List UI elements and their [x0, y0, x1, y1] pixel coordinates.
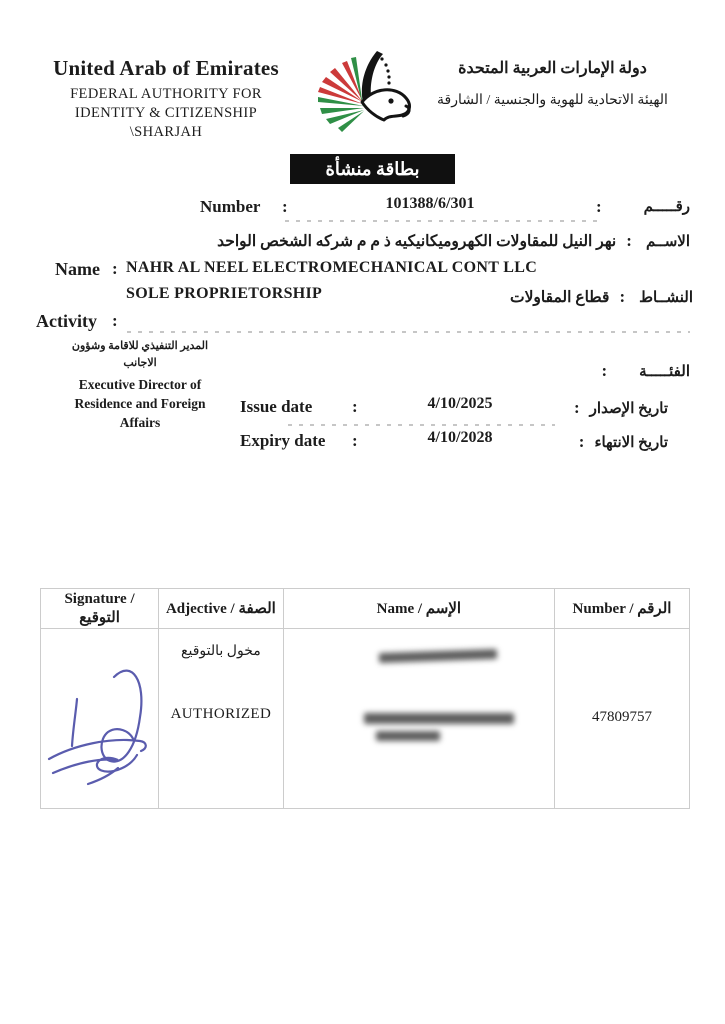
authority-ar: الهيئة الاتحادية للهوية والجنسية / الشارقة: [437, 93, 668, 108]
activity-row-arabic: [510, 287, 693, 307]
activity-dotted-line: [127, 331, 690, 333]
issue-date-label-ar: تاريخ الإصدار: [589, 401, 668, 417]
activity-colon-en: :: [112, 311, 118, 330]
table-header-row: [41, 589, 690, 629]
number-label-en: Number: [200, 197, 261, 216]
signature-cell: [41, 629, 159, 809]
category-label-ar: الفئـــــة: [639, 364, 690, 380]
country-name-en: United Arab of Emirates: [53, 56, 279, 80]
expiry-date-row-arabic: [579, 432, 668, 452]
adjective-cell: [159, 629, 284, 809]
name-cell: [283, 629, 554, 809]
issue-date-dotted-line: [288, 424, 555, 426]
category-row: [601, 361, 690, 381]
redacted-name-english-line2: [376, 731, 440, 741]
authority-line1: FEDERAL AUTHORITY FOR: [70, 86, 262, 102]
name-label-ar: الاســم: [645, 234, 690, 250]
authority-line3: \SHARJAH: [129, 124, 203, 140]
issue-date-value: 4/10/2025: [427, 395, 493, 412]
name-colon-ar: :: [626, 231, 632, 250]
activity-label-en: Activity: [36, 311, 97, 331]
number-colon-ar: :: [596, 197, 602, 216]
name-colon-en: :: [112, 259, 118, 278]
col-header-name: Name / الإسم: [283, 589, 554, 629]
activity-value-ar: قطاع المقاولات: [509, 289, 610, 306]
adjective-arabic: مخول بالتوقيع: [181, 644, 261, 659]
signatory-number: 47809757: [591, 709, 652, 725]
activity-colon-ar: :: [619, 287, 626, 306]
company-name-ar: نهر النيل للمقاولات الكهروميكانيكيه ذ م م شركه الشخص الواحد: [217, 233, 617, 250]
category-colon: :: [601, 361, 608, 380]
header-english: [45, 56, 287, 141]
company-name-en-line2: SOLE PROPRIETORSHIP: [126, 285, 323, 302]
activity-label-ar: النشــاط: [639, 290, 693, 306]
name-label-en: Name: [55, 259, 100, 279]
handwritten-signature-icon: [46, 651, 158, 801]
signatory-title-ar-line2: الاجانب: [123, 357, 157, 369]
name-row-arabic: [217, 231, 690, 251]
signatories-table: [40, 588, 690, 809]
expiry-date-label-ar: تاريخ الانتهاء: [594, 435, 668, 451]
number-value: 101388/6/301: [385, 195, 475, 212]
issue-date-row-arabic: [574, 398, 668, 418]
signatory-title-en: Executive Director of Residence and Foreign Affairs: [74, 377, 206, 430]
issue-date-colon-en: :: [352, 397, 358, 416]
col-header-signature: Signature / التوقيع: [41, 589, 159, 629]
expiry-date-value: 4/10/2028: [427, 429, 493, 446]
issue-date-label-en: Issue date: [240, 397, 313, 416]
col-header-adjective: Adjective / الصفة: [159, 589, 284, 629]
redacted-name-english-line1: [364, 713, 514, 724]
card-title-banner: بطاقة منشأة: [290, 154, 455, 184]
issue-date-colon-ar: :: [573, 398, 580, 417]
signatory-title-block: [40, 338, 240, 432]
signatory-title-ar-line1: المدير التنفيذي للاقامة وشؤون: [71, 340, 209, 352]
country-name-ar: دولة الإمارات العربية المتحدة: [458, 60, 647, 77]
number-label-ar: رقـــــم: [643, 199, 690, 215]
company-name-en-line1: NAHR AL NEEL ELECTROMECHANICAL CONT LLC: [126, 259, 538, 276]
expiry-date-colon-ar: :: [578, 432, 585, 451]
header-arabic: [420, 58, 685, 109]
uae-falcon-emblem-icon: [316, 50, 416, 144]
adjective-english: AUTHORIZED: [170, 706, 272, 722]
expiry-date-label-en: Expiry date: [240, 431, 326, 450]
redacted-name-arabic: [379, 649, 497, 663]
number-cell: [554, 629, 689, 809]
table-row: [41, 629, 690, 809]
col-header-number: Number / الرقم: [554, 589, 689, 629]
number-colon-en: :: [282, 197, 288, 216]
expiry-date-colon-en: :: [352, 431, 358, 450]
number-dotted-line: [285, 220, 597, 222]
authority-line2: IDENTITY & CITIZENSHIP: [74, 105, 258, 121]
